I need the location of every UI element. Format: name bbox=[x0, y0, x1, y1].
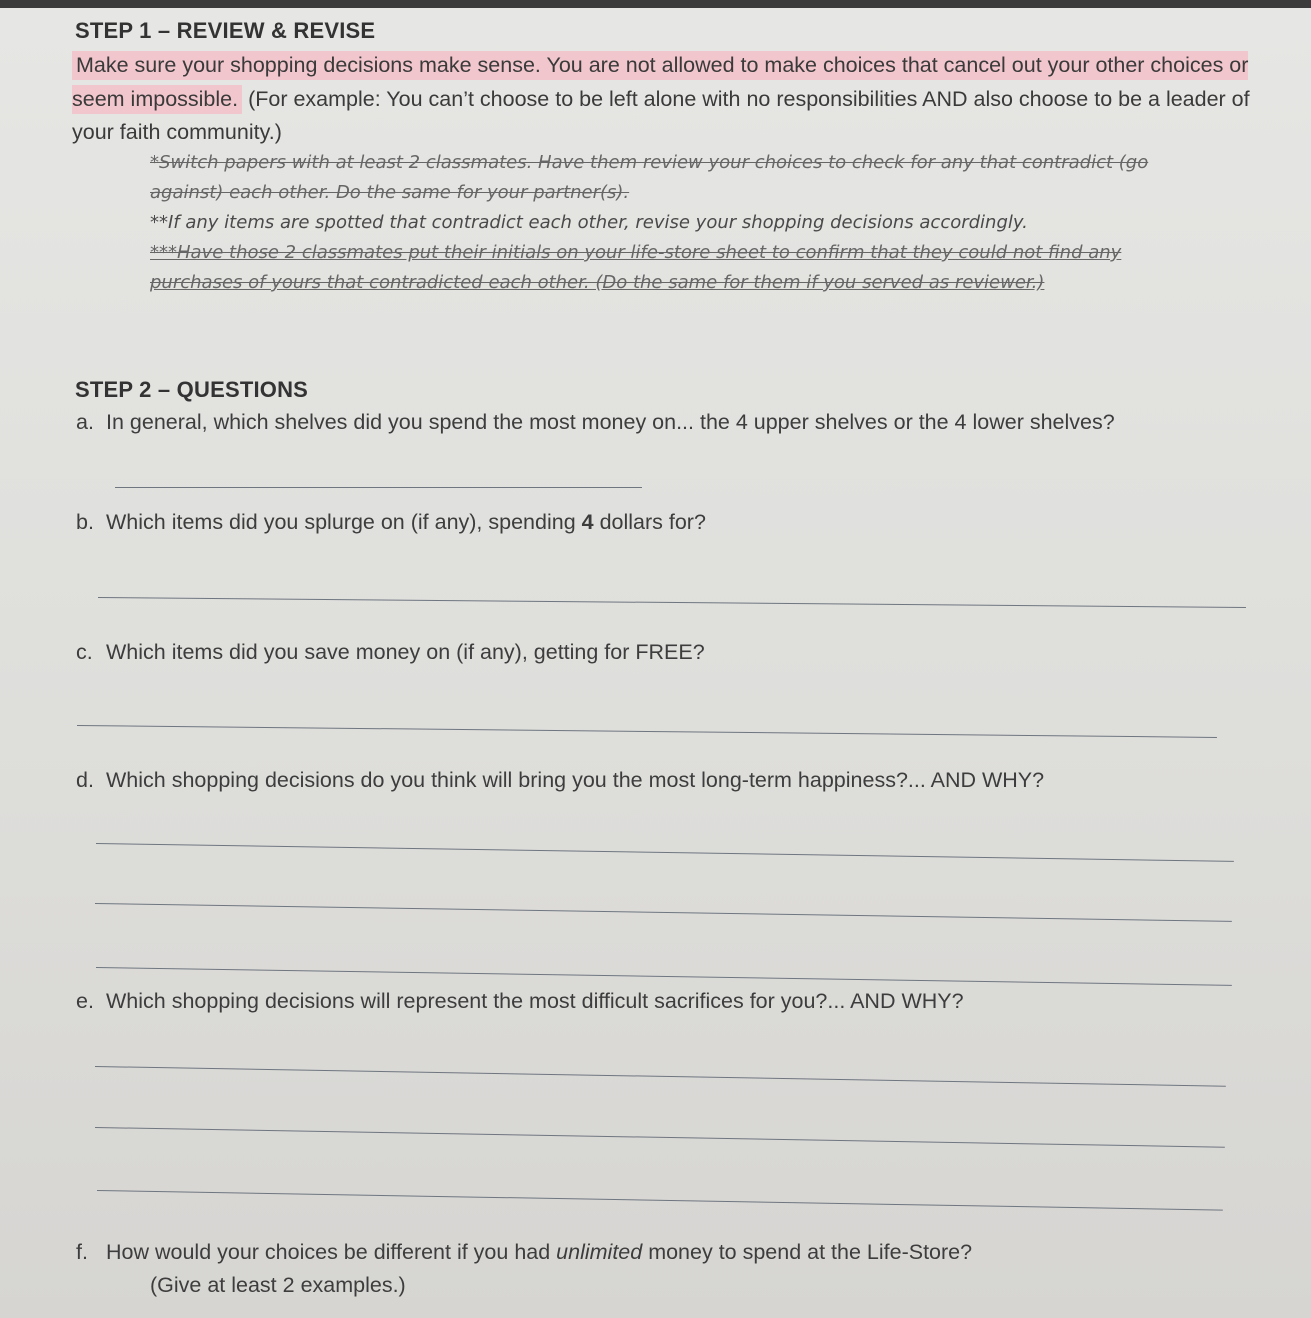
question-a bbox=[76, 410, 1115, 435]
answer-line-e2[interactable] bbox=[95, 1127, 1225, 1148]
question-text: Which shopping decisions do you think will bring you the most long-term happiness?... AND WHY? bbox=[106, 768, 1045, 792]
question-text: How would your choices be different if you had bbox=[106, 1240, 557, 1264]
answer-line-b[interactable] bbox=[98, 597, 1246, 608]
question-e bbox=[76, 989, 964, 1014]
question-text-end: dollars for? bbox=[593, 510, 706, 534]
answer-line-d3[interactable] bbox=[96, 967, 1232, 986]
step1-instructions bbox=[72, 49, 1252, 150]
answer-line-d2[interactable] bbox=[95, 903, 1232, 922]
question-letter: c. bbox=[76, 640, 93, 664]
note-initials: ***Have those 2 classmates put their initials on your life-store sheet to confirm that they could not find any purchases of yours that contradicted each other. (Do the same for them if you served as reviewer.) bbox=[150, 242, 1122, 293]
question-b bbox=[76, 510, 706, 535]
question-letter: f. bbox=[76, 1240, 88, 1264]
highlighted-instruction: Make sure your shopping decisions make sense. You are not allowed to make choices that cancel out your other choices or seem impossible. bbox=[72, 51, 1248, 114]
question-letter: e. bbox=[76, 989, 94, 1013]
answer-line-c[interactable] bbox=[77, 725, 1217, 738]
top-edge bbox=[0, 0, 1311, 8]
step2-heading: STEP 2 – QUESTIONS bbox=[75, 377, 309, 402]
question-letter: a. bbox=[76, 410, 94, 434]
note-revise: **If any items are spotted that contradict each other, revise your shopping decisions accordingly. bbox=[150, 212, 1028, 233]
answer-line-e1[interactable] bbox=[95, 1066, 1226, 1087]
question-letter: d. bbox=[76, 768, 94, 792]
answer-line-a[interactable] bbox=[115, 487, 642, 488]
instruction-example: (For example: You can’t choose to be left alone with no responsibilities AND also choose to be a leader of your faith community.) bbox=[72, 86, 1250, 144]
step1-heading: STEP 1 – REVIEW & REVISE bbox=[75, 18, 376, 43]
answer-line-d1[interactable] bbox=[96, 843, 1234, 862]
question-f bbox=[76, 1240, 972, 1265]
question-letter: b. bbox=[76, 510, 94, 534]
note-switch-papers: *Switch papers with at least 2 classmates. Have them review your choices to check for any that contradict (go against) each other. Do the same for your partner(s). bbox=[150, 152, 1149, 203]
question-italic-word: unlimited bbox=[556, 1240, 643, 1264]
step1-notes bbox=[150, 148, 1150, 298]
question-text: Which items did you splurge on (if any), spending bbox=[106, 510, 582, 534]
question-text: Which shopping decisions will represent the most difficult sacrifices for you?... AND WHY? bbox=[106, 989, 964, 1013]
question-d bbox=[76, 768, 1044, 793]
question-text-end: money to spend at the Life-Store? bbox=[642, 1240, 973, 1264]
answer-line-e3[interactable] bbox=[97, 1190, 1223, 1211]
question-c bbox=[76, 640, 705, 665]
question-bold-amount: 4 bbox=[581, 510, 594, 534]
question-text: Which items did you save money on (if any), getting for FREE? bbox=[106, 640, 705, 664]
question-f-subtext: (Give at least 2 examples.) bbox=[150, 1273, 406, 1297]
question-text: In general, which shelves did you spend the most money on... the 4 upper shelves or the 4 lower shelves? bbox=[106, 410, 1115, 434]
